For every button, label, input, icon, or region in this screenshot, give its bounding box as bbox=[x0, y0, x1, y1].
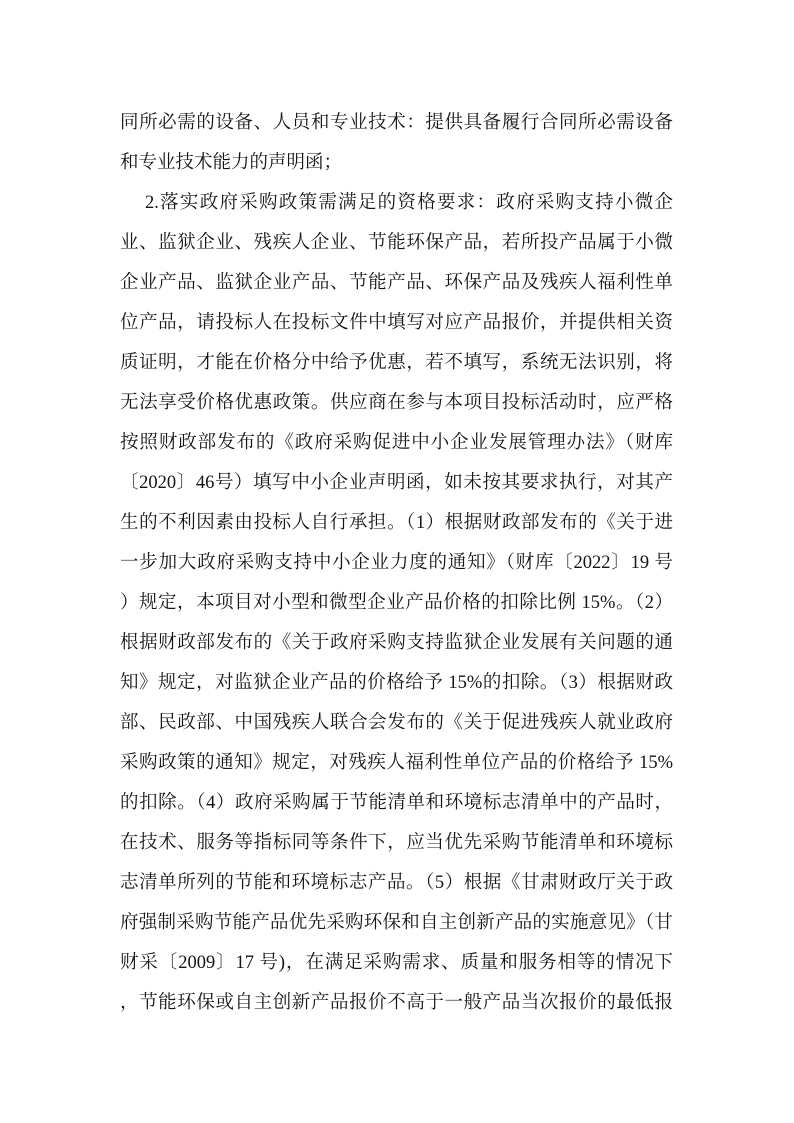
text-line: 志清单所列的节能和环境标志产品。（5）根据《甘肃财政厅关于政 bbox=[120, 873, 673, 893]
text-line: ）规定，本项目对小型和微型企业产品价格的扣除比例 15%。（2） bbox=[120, 593, 673, 613]
text-line: 位产品，请投标人在投标文件中填写对应产品报价，并提供相关资 bbox=[120, 313, 673, 333]
text-line: 根据财政部发布的《关于政府采购支持监狱企业发展有关问题的通 bbox=[120, 633, 673, 653]
text-line: 无法享受价格优惠政策。供应商在参与本项目投标活动时，应严格 bbox=[120, 393, 673, 413]
text-line: 财采〔2009〕17 号)，在满足采购需求、质量和服务相等的情况下 bbox=[120, 953, 673, 973]
text-line: 在技术、服务等指标同等条件下，应当优先采购节能清单和环境标 bbox=[120, 833, 673, 853]
text-line: 知》规定，对监狱企业产品的价格给予 15%的扣除。（3）根据财政 bbox=[120, 673, 673, 693]
text-line: 业、监狱企业、残疾人企业、节能环保产品，若所投产品属于小微 bbox=[120, 233, 673, 253]
text-line: 一步加大政府采购支持中小企业力度的通知》（财库〔2022〕19 号 bbox=[120, 553, 673, 573]
text-line: 同所必需的设备、人员和专业技术：提供具备履行合同所必需设备 bbox=[120, 113, 673, 133]
text-line: 部、民政部、中国残疾人联合会发布的《关于促进残疾人就业政府 bbox=[120, 713, 673, 733]
text-line: 质证明，才能在价格分中给予优惠，若不填写，系统无法识别，将 bbox=[120, 353, 673, 373]
text-line: 生的不利因素由投标人自行承担。（1）根据财政部发布的《关于进 bbox=[120, 513, 673, 533]
text-line: 府强制采购节能产品优先采购环保和自主创新产品的实施意见》（甘 bbox=[120, 913, 673, 933]
text-line: 按照财政部发布的《政府采购促进中小企业发展管理办法》（财库 bbox=[120, 433, 673, 453]
text-line: ，节能环保或自主创新产品报价不高于一般产品当次报价的最低报 bbox=[120, 993, 673, 1013]
text-line: 2.落实政府采购政策需满足的资格要求：政府采购支持小微企 bbox=[145, 193, 673, 213]
text-line: 采购政策的通知》规定，对残疾人福利性单位产品的价格给予 15% bbox=[120, 753, 673, 773]
text-line: 的扣除。（4）政府采购属于节能清单和环境标志清单中的产品时， bbox=[120, 793, 673, 813]
text-line: 企业产品、监狱企业产品、节能产品、环保产品及残疾人福利性单 bbox=[120, 273, 673, 293]
text-line: 和专业技术能力的声明函； bbox=[120, 153, 343, 173]
text-block bbox=[120, 103, 673, 1023]
text-line: 〔2020〕46号）填写中小企业声明函，如未按其要求执行，对其产 bbox=[120, 473, 673, 493]
